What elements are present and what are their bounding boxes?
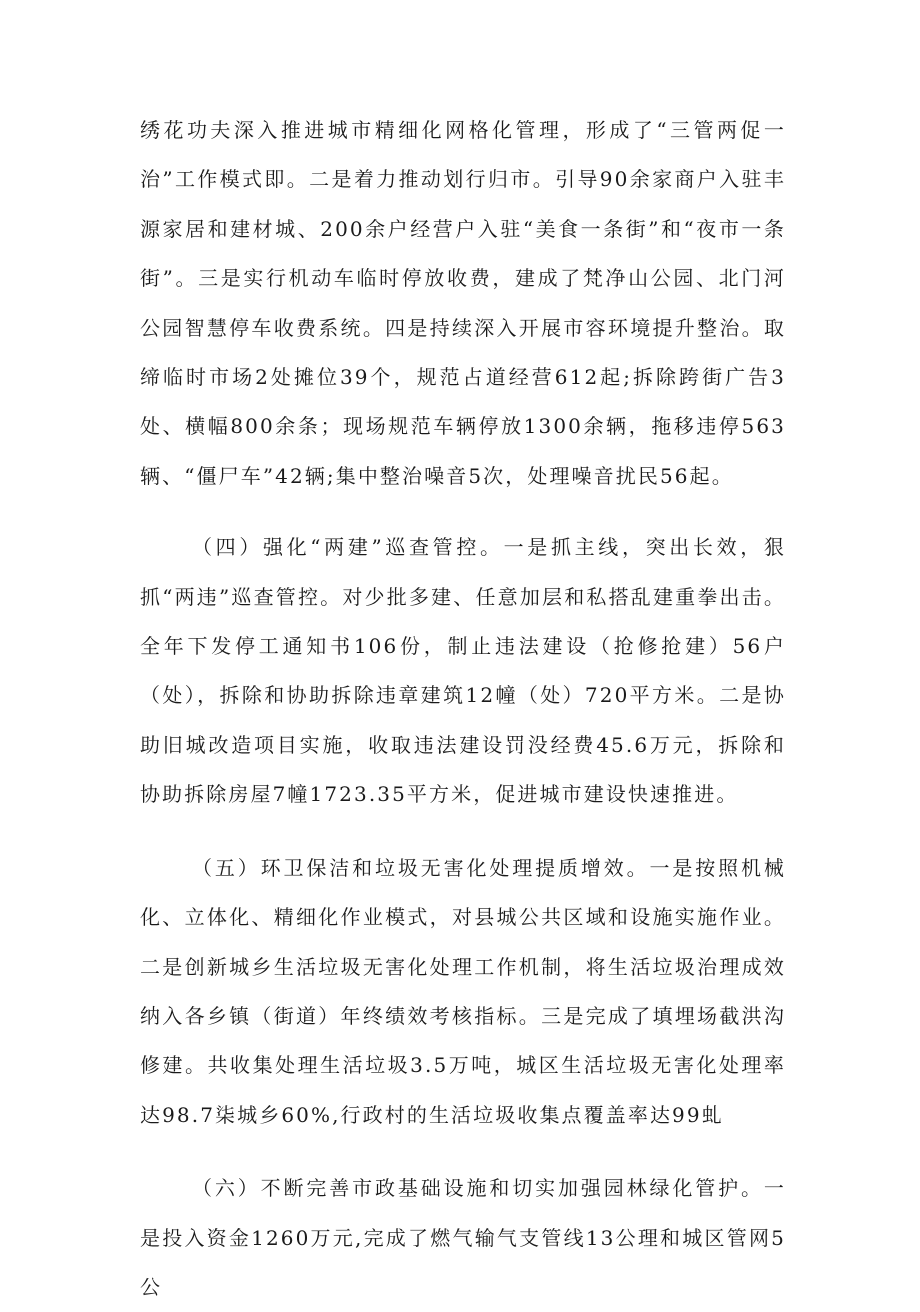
paragraph-urban-management-continued: 绣花功夫深入推进城市精细化网格化管理，形成了“三管两促一治”工作模式即。二是着力推动划行归市。引导90余家商户入驻丰源家居和建材城、200余户经营户入驻“美食一条街”和“夜市一条街”。三是实行机动车临时停放收费，建成了梵净山公园、北门河公园智慧停车收费系统。四是持续深入开展市容环境提升整治。取缔临时市场2处摊位39个，规范占道经营612起;拆除跨街广告3处、横幅800余条；现场规范车辆停放1300余辆，拖移违停563辆、“僵尸车”42辆;集中整治噪音5次，处理噪音扰民56起。 — [140, 118, 786, 488]
document-body — [140, 106, 786, 1312]
paragraph-section-4-two-construction-inspection: （四）强化“两建”巡查管控。一是抓主线，突出长效，狠抓“两违”巡查管控。对少批多建、任意加层和私搭乱建重拳出击。全年下发停工通知书106份，制止违法建设（抢修抢建）56户（处），拆除和协助拆除违章建筑12幢（处）720平方米。二是协助旧城改造项目实施，收取违法建设罚没经费45.6万元，拆除和协助拆除房屋7幢1723.35平方米，促进城市建设快速推进。 — [140, 535, 786, 807]
paragraph-section-6-municipal-infrastructure: （六）不断完善市政基础设施和切实加强园林绿化管护。一是投入资金1260万元,完成了燃气输气支管线13公理和城区管网5公 — [140, 1176, 786, 1299]
paragraph-section-5-sanitation-waste: （五）环卫保洁和垃圾无害化处理提质增效。一是按照机械化、立体化、精细化作业模式，对县城公共区域和设施实施作业。二是创新城乡生活垃圾无害化处理工作机制，将生活垃圾治理成效纳入各乡镇（街道）年终绩效考核指标。三是完成了填埋场截洪沟修建。共收集处理生活垃圾3.5万吨，城区生活垃圾无害化处理率达98.7柒城乡60%,行政村的生活垃圾收集点覆盖率达99虬 — [140, 855, 786, 1127]
